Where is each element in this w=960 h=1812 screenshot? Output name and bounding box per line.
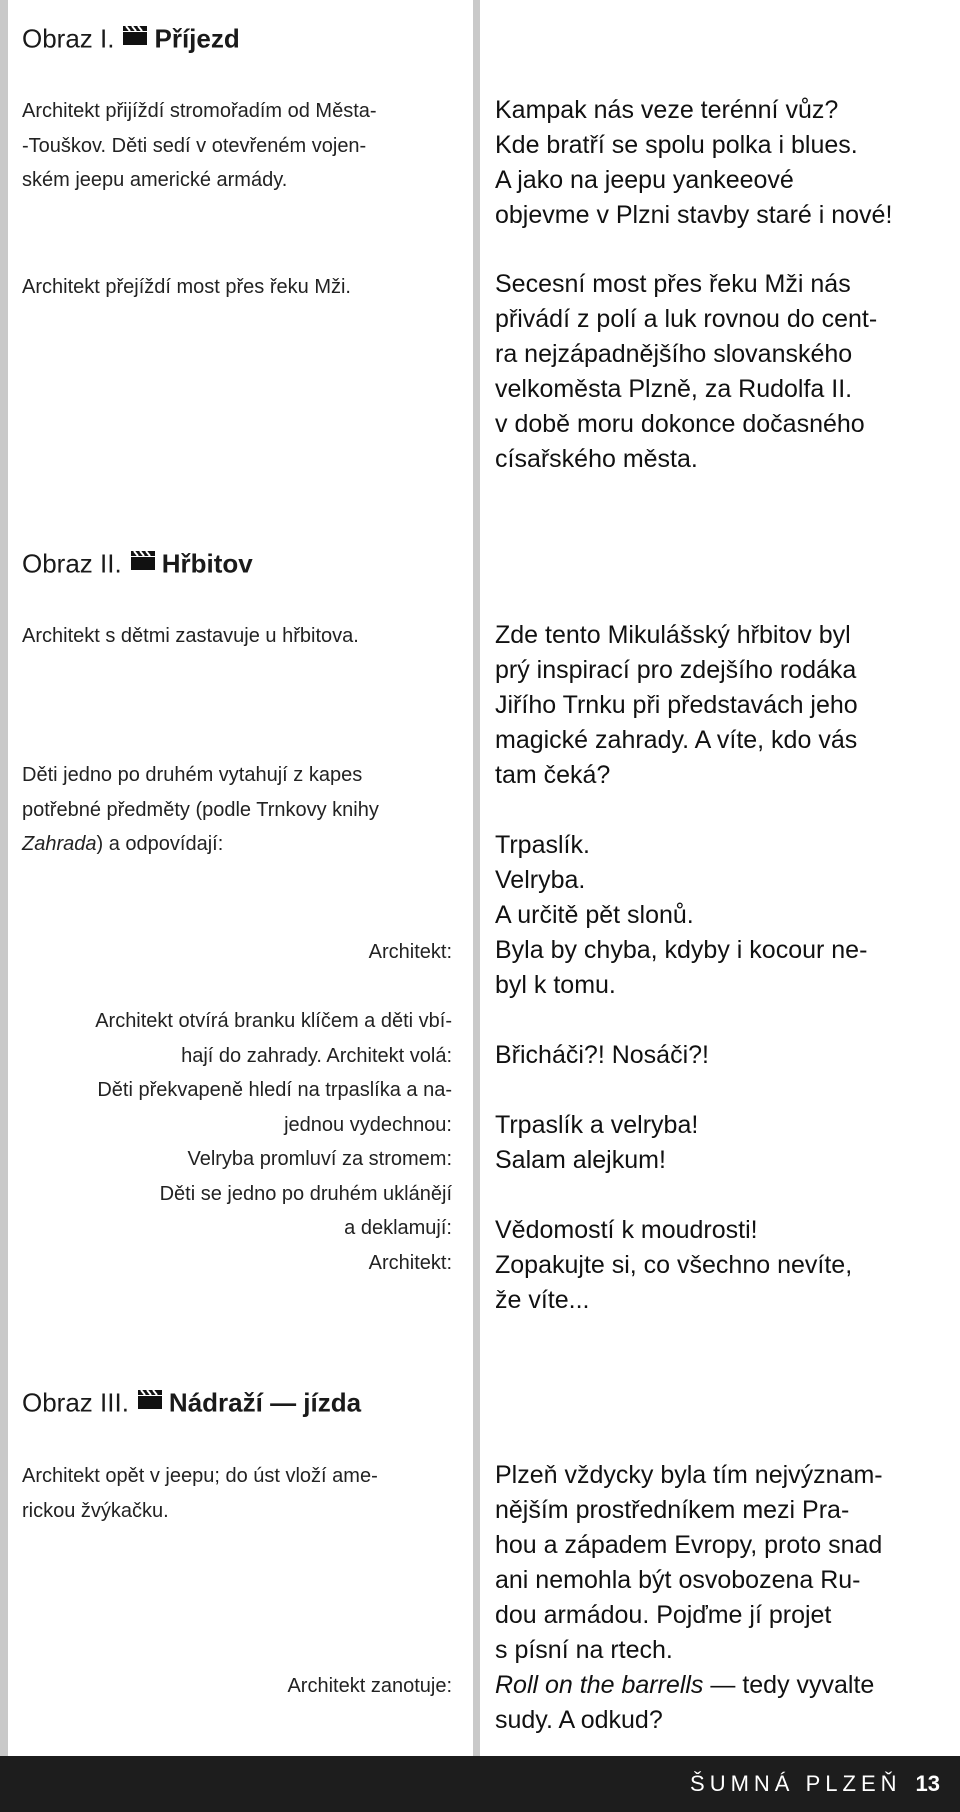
footer-label [690, 1756, 940, 1812]
text-line: Břicháči?! Nosáči?! [495, 1041, 709, 1069]
text-line: rickou žvýkačku. [22, 1499, 169, 1522]
text-line: ském jeepu americké armády. [22, 169, 288, 191]
scene2-stage-direction-3 [22, 1004, 452, 1280]
text-line: Velryba. [495, 866, 586, 894]
text-line: císařského města. [495, 445, 698, 473]
publication-title: ŠUMNÁ PLZEŇ [690, 1771, 902, 1796]
text-line: v době moru dokonce dočasného [495, 410, 865, 438]
text-line: Kde bratří se spolu polka i blues. [495, 131, 858, 159]
text-line: hají do zahrady. Architekt volá: [181, 1044, 452, 1067]
scene3-heading [22, 1386, 361, 1423]
song-title: Roll on the barrells [495, 1671, 704, 1699]
scene1-stage-direction [22, 94, 452, 198]
scene2-narration-5 [495, 1213, 935, 1318]
scene2-speaker-1 [22, 935, 452, 970]
text-line [22, 827, 452, 862]
text-line: potřebné předměty (podle Trnkovy knihy [22, 798, 379, 821]
scene2-heading-title: Hřbitov [161, 548, 253, 579]
scene3-speaker [22, 1669, 452, 1704]
text-line: objevme v Plzni stavby staré i nové! [495, 201, 893, 229]
column-divider [473, 0, 480, 1756]
footer-bar [0, 1756, 960, 1812]
scene2-stage-direction-2 [22, 758, 452, 862]
text-line: A jako na jeepu yankeeové [495, 166, 794, 194]
text-line: přivádí z polí a luk rovnou do cent- [495, 305, 878, 333]
text-line: Architekt opět v jeepu; do úst vloží ame- [22, 1465, 378, 1487]
text-line: Architekt zanotuje: [287, 1675, 452, 1697]
scene1-narration [495, 267, 935, 477]
scene3-heading-num: Obraz III. [22, 1387, 129, 1418]
text-line: Zopakujte si, co všechno nevíte, [495, 1251, 853, 1279]
text-line: sudy. A odkud? [495, 1706, 663, 1734]
text-line: A určitě pět slonů. [495, 901, 694, 929]
text-line: Architekt s dětmi zastavuje u hřbitova. [22, 625, 359, 647]
text-line: nějším prostředníkem mezi Pra- [495, 1496, 850, 1524]
scene3-narration [495, 1458, 935, 1738]
scene3-stage-direction-1 [22, 1459, 452, 1528]
scene2-narration-2 [495, 828, 935, 1003]
text-line: jednou vydechnou: [284, 1113, 452, 1136]
text-line: ra nejzápadnějšího slovanského [495, 340, 853, 368]
text-line: Byla by chyba, kdyby i kocour ne- [495, 936, 868, 964]
text-fragment: — tedy vyvalte [703, 1671, 875, 1699]
clapperboard-icon [122, 22, 148, 53]
text-line: s písní na rtech. [495, 1636, 673, 1664]
clapperboard-icon [130, 547, 156, 578]
text-line: magické zahrady. A víte, kdo vás [495, 726, 858, 754]
text-line: Děti jedno po druhém vytahují z kapes [22, 764, 363, 786]
text-line: Architekt přejíždí most přes řeku Mži. [22, 276, 351, 298]
scene3-heading-title: Nádraží — jízda [168, 1387, 362, 1418]
text-line: Vědomostí k moudrosti! [495, 1216, 758, 1244]
scene2-narration-1 [495, 618, 935, 793]
text-line: byl k tomu. [495, 971, 616, 999]
scene2-heading-num: Obraz II. [22, 548, 122, 579]
text-line: Trpaslík a velryba! [495, 1111, 699, 1139]
text-line: velkoměsta Plzně, za Rudolfa II. [495, 375, 853, 403]
scene1-stage-direction-2 [22, 270, 452, 305]
text-line: Zde tento Mikulášský hřbitov byl [495, 621, 851, 649]
text-line: Trpaslík. [495, 831, 590, 859]
text-line: Secesní most přes řeku Mži nás [495, 270, 851, 298]
text-line [495, 1668, 935, 1703]
text-line: Architekt přijíždí stromořadím od Města- [22, 100, 377, 122]
scene1-heading [22, 22, 240, 59]
scene2-stage-direction-1 [22, 619, 452, 654]
text-line: Salam alejkum! [495, 1146, 666, 1174]
text-line: Architekt: [368, 941, 452, 963]
text-line: Děti se jedno po druhém uklánějí [159, 1182, 452, 1205]
text-line: prý inspirací pro zdejšího rodáka [495, 656, 857, 684]
text-line: Architekt otvírá branku klíčem a děti vbí- [95, 1010, 452, 1032]
text-line: že víte... [495, 1286, 590, 1314]
text-line: -Touškov. Děti sedí v otevřeném vojen- [22, 134, 367, 157]
text-fragment: ) a odpovídají: [96, 833, 224, 855]
scene1-heading-title: Příjezd [154, 23, 240, 54]
text-line: a deklamují: [344, 1217, 452, 1239]
text-line: Plzeň vždycky byla tím nejvýznam- [495, 1461, 883, 1489]
text-line: tam čeká? [495, 761, 611, 789]
scene2-heading [22, 547, 253, 584]
clapperboard-icon [137, 1386, 163, 1417]
text-line: Velryba promluví za stromem: [187, 1148, 452, 1170]
scene1-heading-num: Obraz I. [22, 23, 115, 54]
scene1-verse [495, 93, 935, 233]
scene2-narration-3 [495, 1038, 935, 1073]
text-line: dou armádou. Pojďme jí projet [495, 1601, 832, 1629]
text-line: Jiřího Trnku při představách jeho [495, 691, 858, 719]
text-line: Děti překvapeně hledí na trpaslíka a na- [97, 1079, 452, 1101]
text-line: ani nemohla být osvobozena Ru- [495, 1566, 861, 1594]
text-line: Kampak nás veze terénní vůz? [495, 96, 839, 124]
scene2-narration-4 [495, 1108, 935, 1178]
page-number: 13 [915, 1771, 940, 1796]
book-title: Zahrada [22, 833, 97, 855]
text-line: Architekt: [368, 1251, 452, 1274]
text-line: hou a západem Evropy, proto snad [495, 1531, 883, 1559]
